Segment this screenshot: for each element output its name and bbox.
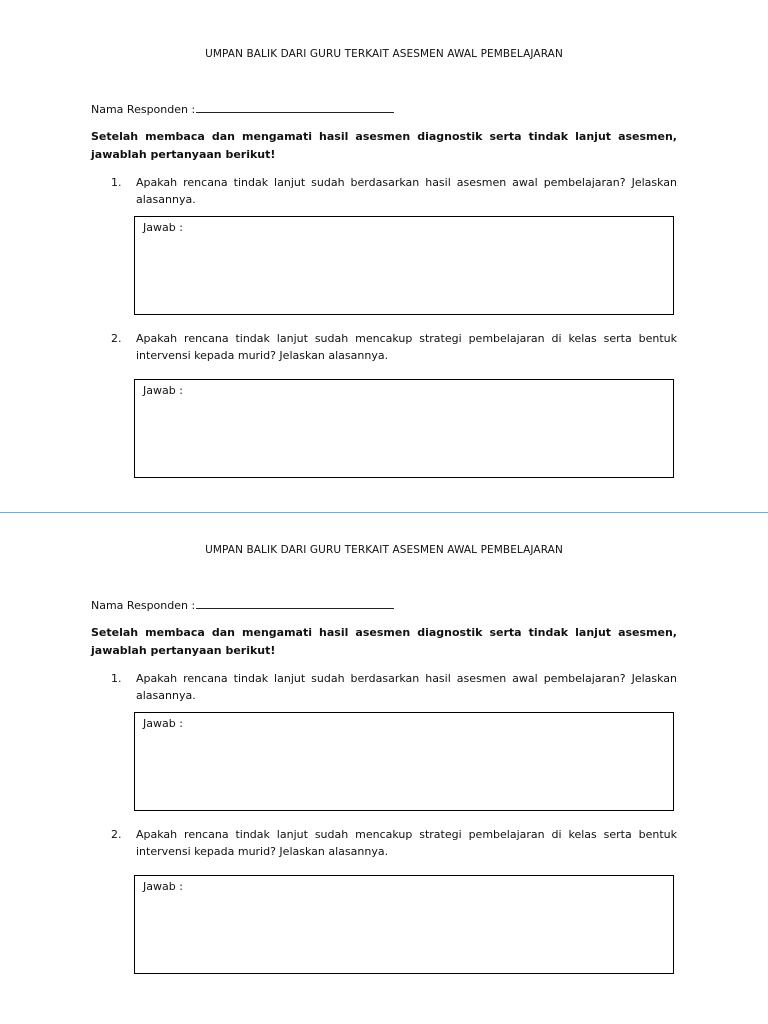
form-title: UMPAN BALIK DARI GURU TERKAIT ASESMEN AWAL PEMBELAJARAN (205, 544, 563, 556)
answer-label: Jawab : (143, 880, 183, 893)
question-2-answer-box[interactable] (134, 875, 674, 974)
question-1-number: 1. (111, 672, 122, 685)
question-2-answer-box[interactable] (134, 379, 674, 478)
respondent-name-label: Nama Responden : (91, 599, 196, 612)
question-2-number: 2. (111, 828, 122, 841)
respondent-name-field[interactable] (196, 598, 394, 609)
page-divider (0, 512, 768, 513)
respondent-name-row (91, 598, 394, 612)
question-1-text: Apakah rencana tindak lanjut sudah berdasarkan hasil asesmen awal pembelajaran? Jelaskan alasannya. (136, 176, 677, 206)
respondent-name-field[interactable] (196, 102, 394, 113)
respondent-name-row (91, 102, 394, 116)
instruction-text: Setelah membaca dan mengamati hasil asesmen diagnostik serta tindak lanjut asesmen, jawablah pertanyaan berikut! (91, 626, 677, 657)
answer-label: Jawab : (143, 717, 183, 730)
question-1-text: Apakah rencana tindak lanjut sudah berdasarkan hasil asesmen awal pembelajaran? Jelaskan alasannya. (136, 672, 677, 702)
respondent-name-label: Nama Responden : (91, 103, 196, 116)
instruction-text: Setelah membaca dan mengamati hasil asesmen diagnostik serta tindak lanjut asesmen, jawablah pertanyaan berikut! (91, 130, 677, 161)
question-2-number: 2. (111, 332, 122, 345)
answer-label: Jawab : (143, 384, 183, 397)
answer-label: Jawab : (143, 221, 183, 234)
question-2-text: Apakah rencana tindak lanjut sudah mencakup strategi pembelajaran di kelas serta bentuk intervensi kepada murid? Jelaskan alasannya. (136, 828, 677, 858)
question-2-text: Apakah rencana tindak lanjut sudah mencakup strategi pembelajaran di kelas serta bentuk intervensi kepada murid? Jelaskan alasannya. (136, 332, 677, 362)
question-1-number: 1. (111, 176, 122, 189)
form-title: UMPAN BALIK DARI GURU TERKAIT ASESMEN AWAL PEMBELAJARAN (205, 48, 563, 60)
question-1-answer-box[interactable] (134, 216, 674, 315)
question-1-answer-box[interactable] (134, 712, 674, 811)
